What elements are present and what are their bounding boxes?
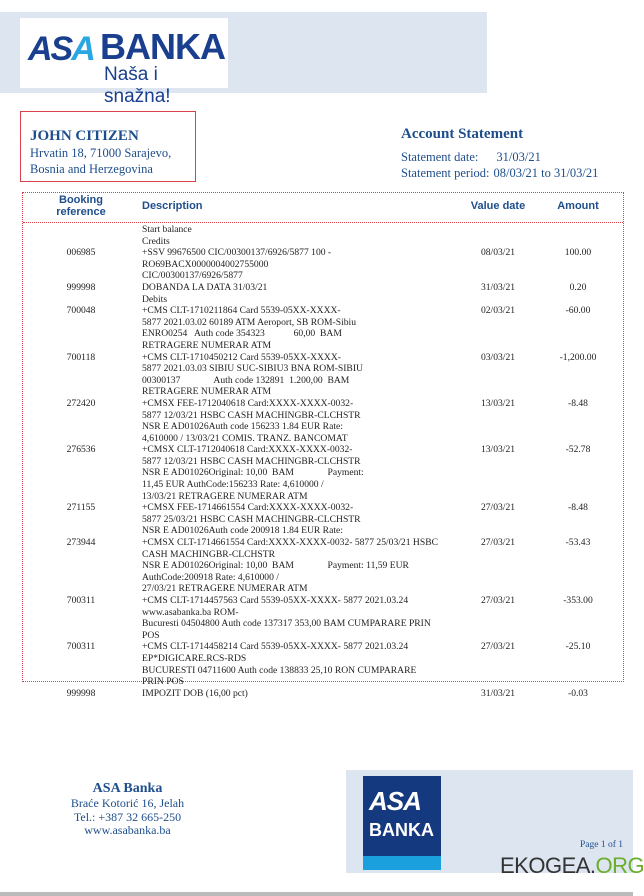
booking-reference: 700311	[66, 641, 96, 653]
customer-address-line1: Hrvatin 18, 71000 Sarajevo,	[30, 146, 172, 160]
booking-reference: 271155	[66, 502, 96, 514]
description-line: POS	[142, 629, 160, 641]
watermark-part2: ORG	[595, 853, 644, 878]
booking-reference: 700048	[66, 305, 96, 317]
table-row	[23, 641, 623, 687]
description-line: NSR E AD01026Auth code 156233 1.84 EUR Rate:	[142, 421, 343, 433]
description-line: RETRAGERE NUMERAR ATM	[142, 386, 271, 398]
header-booking-reference	[41, 194, 121, 218]
description-line: 5877 12/03/21 HSBC CASH MACHINGBR-CLCHSTR	[142, 409, 361, 421]
logo-tagline: Naša i snažna!	[104, 64, 171, 107]
booking-reference: 006985	[66, 247, 96, 259]
logo-asa-mark: ASA	[28, 30, 94, 68]
header-description: Description	[142, 200, 203, 212]
description-line: +CMS CLT-1714458214 Card 5539-05XX-XXXX- 5877 2021.03.24	[142, 641, 409, 653]
description-line: 00300137 Auth code 132891 1.200,00 BAM	[142, 374, 350, 386]
header-ref-line1: Booking	[59, 194, 103, 206]
table-body	[23, 224, 623, 699]
bottom-divider	[0, 892, 633, 896]
value-date: 27/03/21	[480, 641, 516, 653]
description-line: AuthCode:200918 Rate: 4,610000 /	[142, 571, 279, 583]
description-line: BUCURESTI 04711600 Auth code 138833 25,10 RON CUMPARARE	[142, 664, 417, 676]
statement-period-value: 08/03/21 to 31/03/21	[493, 166, 599, 180]
value-date: 27/03/21	[480, 502, 516, 514]
amount: -8.48	[568, 502, 588, 514]
description-line: +CMSX CLT-1714661554 Card:XXXX-XXXX-0032- 5877 25/03/21 HSBC	[142, 537, 438, 549]
table-row	[23, 595, 623, 641]
description-line: NSR E AD01026Original: 10,00 BAM Payment: 11,59 EUR	[142, 560, 409, 572]
description-line: 5877 2021.03.03 SIBIU SUC-SIBIU3 BNA ROM-SIBIU	[142, 363, 363, 375]
booking-reference: 276536	[66, 444, 96, 456]
value-date: 13/03/21	[480, 397, 516, 409]
statement-title: Account Statement	[401, 126, 524, 142]
amount: -0.03	[568, 687, 588, 699]
description	[142, 294, 623, 306]
header-ref-line2: reference	[56, 206, 106, 218]
description-line: 11,45 EUR AuthCode:156233 Rate: 4,610000 /	[142, 479, 324, 491]
table-row	[23, 247, 623, 282]
description-line: RO69BACX0000004002755000	[142, 258, 269, 270]
description-line: Debits	[142, 293, 168, 305]
description-line: EP*DIGICARE.RCS-RDS	[142, 652, 247, 664]
table-row	[23, 502, 623, 537]
amount: 0.20	[569, 281, 587, 293]
table-row	[23, 294, 623, 306]
footer-address: Braće Kotorić 16, Jelah	[70, 796, 185, 810]
footer-website[interactable]: www.asabanka.ba	[84, 823, 171, 837]
table-row	[23, 236, 623, 248]
table-row	[23, 398, 623, 444]
description-line: DOBANDA LA DATA 31/03/21	[142, 281, 268, 293]
description-line: +SSV 99676500 CIC/00300137/6926/5877 100 -	[142, 247, 332, 259]
booking-reference: 273944	[66, 537, 96, 549]
value-date: 31/03/21	[480, 281, 516, 293]
transactions-table	[22, 192, 624, 699]
value-date: 13/03/21	[480, 444, 516, 456]
footer-logo-banka: BANKA	[369, 820, 434, 840]
booking-reference: 700311	[66, 595, 96, 606]
description-line: 4,610000 / 13/03/21 COMIS. TRANZ. BANCOMAT	[142, 432, 348, 444]
amount: -353.00	[563, 595, 593, 606]
description-line: NSR E AD01026Original: 10,00 BAM Payment:	[142, 467, 364, 479]
table-row	[23, 282, 623, 294]
value-date: 02/03/21	[480, 305, 516, 317]
description-line: PRIN POS	[142, 676, 184, 688]
description-line: 5877 2021.03.02 60189 ATM Aeroport, SB ROM-Sibiu	[142, 316, 357, 328]
bank-logo	[20, 18, 228, 107]
description-line: IMPOZIT DOB (16,00 pct)	[142, 687, 248, 699]
table-row	[23, 224, 623, 236]
table-row	[23, 305, 623, 351]
description-line: +CMS CLT-1710211864 Card 5539-05XX-XXXX-	[142, 305, 341, 317]
description-line: Bucuresti 04504800 Auth code 137317 353,00 BAM CUMPARARE PRIN	[142, 618, 431, 630]
amount: -1,200.00	[559, 351, 597, 363]
watermark-part1: EKOGEA.	[500, 853, 596, 878]
value-date: 27/03/21	[480, 537, 516, 549]
watermark	[500, 853, 644, 879]
amount: -25.10	[565, 641, 591, 653]
description-line: +CMSX FEE-1712040618 Card:XXXX-XXXX-0032-	[142, 397, 354, 409]
booking-reference: 272420	[66, 397, 96, 409]
amount: -60.00	[565, 305, 591, 317]
booking-reference: 700118	[66, 351, 96, 363]
table-row	[23, 444, 623, 502]
amount: -52.78	[565, 444, 591, 456]
description-line: +CMS CLT-1710450212 Card 5539-05XX-XXXX-	[142, 351, 341, 363]
statement-period-label: Statement period:	[401, 166, 490, 180]
statement-date-label: Statement date:	[401, 150, 479, 164]
footer-logo-asa: ASA	[369, 786, 421, 816]
statement-date-value: 31/03/21	[496, 150, 541, 164]
value-date: 03/03/21	[480, 351, 516, 363]
customer-address-line2: Bosnia and Herzegovina	[30, 162, 153, 176]
description-line: NSR E AD01026Auth code 200918 1.84 EUR Rate:	[142, 525, 343, 537]
amount: -53.43	[565, 537, 591, 549]
amount: 100.00	[564, 247, 592, 259]
value-date: 31/03/21	[480, 687, 516, 699]
footer-phone: Tel.: +387 32 665-250	[73, 809, 182, 824]
value-date: 08/03/21	[480, 247, 516, 259]
table-row	[23, 352, 623, 398]
description-line: +CMSX CLT-1712040618 Card:XXXX-XXXX-0032-	[142, 444, 353, 456]
footer-logo	[363, 776, 441, 870]
description	[142, 224, 623, 236]
description-line: Credits	[142, 235, 170, 247]
value-date: 27/03/21	[480, 595, 516, 606]
description-line: +CMSX FEE-1714661554 Card:XXXX-XXXX-0032-	[142, 502, 354, 514]
description-line: 5877 12/03/21 HSBC CASH MACHINGBR-CLCHSTR	[142, 455, 361, 467]
table-header	[23, 193, 623, 223]
header-amount: Amount	[557, 200, 599, 212]
description-line: RETRAGERE NUMERAR ATM	[142, 339, 271, 351]
table-row	[23, 688, 623, 700]
table-row	[23, 537, 623, 595]
description-line: CASH MACHINGBR-CLCHSTR	[142, 548, 276, 560]
description-line: CIC/00300137/6926/5877	[142, 270, 243, 282]
amount: -8.48	[568, 397, 588, 409]
description-line: 13/03/21 RETRAGERE NUMERAR ATM	[142, 490, 308, 502]
header-value-date: Value date	[470, 200, 526, 212]
description-line: 27/03/21 RETRAGERE NUMERAR ATM	[142, 583, 308, 595]
page-number: Page 1 of 1	[579, 840, 623, 850]
description-line: www.asabanka.ba ROM-	[142, 606, 239, 618]
footer-bank-name: ASA Banka	[92, 781, 163, 796]
description-line: 5877 25/03/21 HSBC CASH MACHINGBR-CLCHSTR	[142, 513, 361, 525]
footer-logo-stripe	[363, 856, 441, 870]
description-line: Start balance	[142, 224, 192, 235]
customer-address-box	[20, 111, 196, 182]
bank-contact	[40, 780, 215, 838]
logo-banka-text: BANKA	[100, 26, 225, 67]
description-line: ENRO0254 Auth code 354323 60,00 BAM	[142, 328, 342, 340]
customer-name: JOHN CITIZEN	[30, 128, 139, 144]
statement-info	[401, 126, 598, 181]
description	[142, 236, 623, 248]
description-line: +CMS CLT-1714457563 Card 5539-05XX-XXXX- 5877 2021.03.24	[142, 595, 409, 606]
booking-reference: 999998	[66, 281, 96, 293]
booking-reference: 999998	[66, 687, 96, 699]
